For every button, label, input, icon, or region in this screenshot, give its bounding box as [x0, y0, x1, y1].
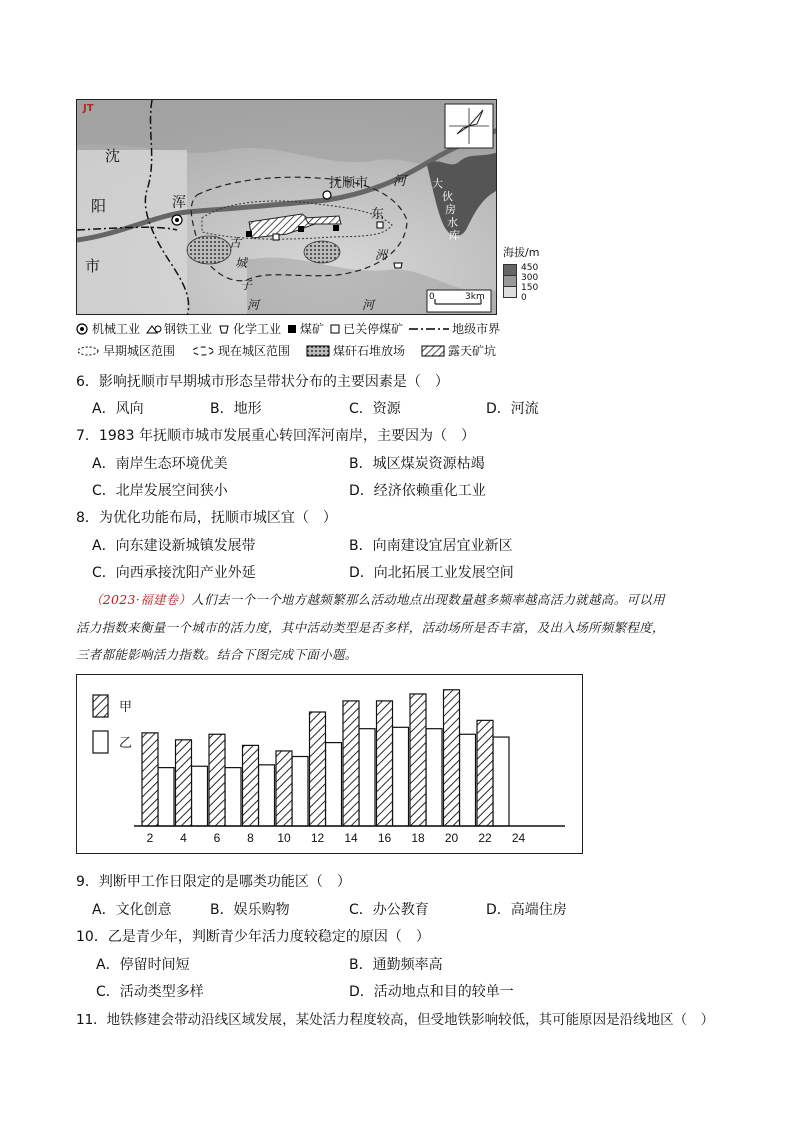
map-label-reservoir-2: 伙	[442, 190, 453, 203]
legend-closed-mine: 已关停煤矿	[330, 320, 403, 337]
bar-jia-12	[310, 712, 326, 826]
x-tick-label: 2	[146, 831, 154, 845]
fushun-map	[76, 99, 497, 315]
map-label-fushun: 抚顺市	[329, 176, 369, 191]
bar-jia-8	[243, 745, 259, 826]
x-tick-label: 4	[180, 831, 187, 845]
q6-option-b[interactable]: B．地形	[210, 401, 262, 417]
passage-line-2: 活力指数来衡量一个城市的活力度，其中活动类型是否多样，活动场所是否丰富，及出入场所频繁程度，	[76, 620, 665, 635]
question-9: 9．判断甲工作日限定的是哪类功能区（ ）	[76, 874, 351, 890]
bar-yi-4	[192, 766, 208, 826]
question-10: 10．乙是青少年，判断青少年活力度较稳定的原因（ ）	[76, 929, 430, 945]
map-label-he2: 河	[247, 298, 260, 312]
map-legend-row2	[76, 342, 502, 359]
elevation-level-300: 300	[521, 273, 539, 283]
x-tick-label: 20	[444, 831, 459, 845]
elevation-level-0: 0	[521, 293, 527, 303]
question-11: 11．地铁修建会带动沿线区域发展，某处活力程度较高，但受地铁影响较低，其可能原因是沿线地区（ ）	[76, 1012, 715, 1028]
bar-yi-18	[426, 729, 442, 826]
steel-icon	[146, 323, 162, 335]
closed-mine-icon	[330, 324, 340, 334]
map-label-reservoir-1: 大	[432, 177, 443, 190]
q7-option-a[interactable]: A．南岸生态环境优美	[92, 456, 228, 472]
legend-label-jia: 甲	[119, 700, 133, 715]
legend-swatch-yi	[93, 731, 108, 753]
legend-coal-mine: 煤矿	[287, 320, 324, 337]
coal-mine-icon	[287, 324, 297, 334]
passage-line-1: （2023·福建卷）人们去一个一个地方越频繁那么活动地点出现数量越多频率越高活力就越高。可以用	[90, 592, 665, 607]
map-label-zi: 子	[240, 278, 253, 292]
question-7: 7．1983 年抚顺市城市发展重心转回浑河南岸，主要因为（ ）	[76, 428, 475, 444]
current-urban-icon	[191, 345, 215, 357]
legend-chemical: 化学工业	[218, 320, 281, 337]
bar-yi-2	[158, 768, 174, 826]
map-label-cheng: 城	[235, 256, 248, 270]
x-tick-label: 24	[511, 831, 526, 845]
q7-option-c[interactable]: C．北岸发展空间狭小	[92, 483, 228, 499]
q10-option-c[interactable]: C．活动类型多样	[96, 984, 204, 1000]
bar-yi-12	[326, 743, 342, 826]
q6-option-d[interactable]: D．河流	[486, 401, 539, 417]
map-label-he1: 河	[393, 174, 407, 189]
q8-option-c[interactable]: C．向西承接沈阳产业外延	[92, 565, 256, 581]
bar-jia-6	[209, 734, 225, 826]
map-legend-row1	[76, 320, 506, 337]
x-tick-label: 12	[310, 831, 325, 845]
q10-option-b[interactable]: B．通勤频率高	[349, 957, 443, 973]
question-8: 8．为优化功能布局，抚顺市城区宜（ ）	[76, 510, 337, 526]
elevation-level-150: 150	[521, 283, 539, 293]
x-tick-label: 18	[411, 831, 425, 845]
legend-steel: 钢铁工业	[146, 320, 212, 337]
map-label-yang: 阳	[91, 197, 107, 215]
open-pit-icon	[421, 345, 445, 357]
x-tick-label: 8	[247, 831, 254, 845]
x-tick-label: 22	[478, 831, 492, 845]
gangue-icon	[306, 345, 330, 357]
q10-option-a[interactable]: A．停留时间短	[96, 957, 190, 973]
legend-machinery: 机械工业	[76, 320, 140, 337]
bar-yi-6	[225, 768, 241, 826]
q6-option-c[interactable]: C．资源	[349, 401, 401, 417]
q8-option-d[interactable]: D．向北拓展工业发展空间	[349, 565, 514, 581]
city-boundary-icon	[409, 325, 449, 333]
x-tick-label: 14	[344, 831, 358, 845]
bar-jia-18	[410, 694, 426, 826]
bar-jia-16	[377, 701, 393, 826]
map-label-reservoir-5: 库	[449, 229, 460, 242]
bar-jia-14	[343, 701, 359, 826]
bar-yi-20	[460, 734, 476, 826]
question-6: 6．影响抚顺市早期城市形态呈带状分布的主要因素是（ ）	[76, 374, 449, 390]
x-tick-label: 6	[213, 831, 221, 845]
chemical-icon	[218, 323, 230, 335]
elevation-legend	[503, 244, 555, 302]
activity-chart	[76, 674, 583, 854]
map-label-reservoir-4: 水	[447, 216, 458, 229]
bar-yi-14	[359, 729, 375, 826]
q8-option-b[interactable]: B．向南建设宜居宜业新区	[349, 538, 513, 554]
bar-yi-16	[393, 727, 409, 826]
map-label-reservoir-3: 房	[445, 203, 456, 216]
early-urban-icon	[76, 345, 100, 357]
legend-label-yi: 乙	[119, 736, 133, 751]
bar-yi-8	[259, 765, 275, 826]
bar-jia-2	[142, 733, 158, 826]
map-label-shen: 沈	[105, 147, 121, 165]
q9-option-a[interactable]: A．文化创意	[92, 902, 172, 918]
map-label-gu: 古	[229, 236, 242, 250]
passage-line-3: 三者都能影响活力指数。结合下图完成下面小题。	[76, 647, 358, 662]
bar-yi-10	[292, 757, 308, 827]
q9-option-b[interactable]: B．娱乐购物	[210, 902, 290, 918]
bar-yi-22	[493, 737, 509, 826]
q10-option-d[interactable]: D．活动地点和目的较单一	[349, 984, 514, 1000]
x-tick-label: 16	[377, 831, 392, 845]
legend-open-pit: 露天矿坑	[421, 342, 496, 359]
q9-option-d[interactable]: D．高端住房	[486, 902, 567, 918]
legend-early-urban: 早期城区范围	[76, 342, 175, 359]
q7-option-b[interactable]: B．城区煤炭资源枯竭	[349, 456, 485, 472]
machinery-icon	[76, 323, 88, 335]
map-label-shi: 市	[85, 257, 101, 275]
map-scale-3km: 3km	[465, 292, 485, 302]
map-corner-label: JT	[83, 103, 94, 114]
elevation-level-450: 450	[521, 263, 539, 273]
elevation-title: 海拔/m	[503, 246, 540, 259]
q6-option-a[interactable]: A．风向	[92, 401, 144, 417]
q7-option-d[interactable]: D．经济依赖重化工业	[349, 483, 486, 499]
legend-current-urban: 现在城区范围	[191, 342, 290, 359]
map-label-he3: 河	[362, 298, 375, 312]
q9-option-c[interactable]: C．办公教育	[349, 902, 429, 918]
passage-source: （2023·福建卷）	[90, 592, 192, 607]
map-label-dong: 东	[371, 207, 385, 222]
map-label-hun: 浑	[172, 195, 186, 211]
map-label-zhou: 洲	[375, 248, 388, 262]
legend-gangue: 煤矸石堆放场	[306, 342, 405, 359]
map-scale-0: 0	[429, 292, 435, 302]
legend-city-boundary: 地级市界	[409, 320, 500, 337]
q8-option-a[interactable]: A．向东建设新城镇发展带	[92, 538, 256, 554]
map-canvas	[77, 100, 497, 315]
x-tick-label: 10	[277, 831, 291, 845]
bar-jia-22	[477, 720, 493, 826]
legend-swatch-jia	[93, 695, 108, 717]
chart-canvas	[77, 675, 581, 852]
bar-jia-10	[276, 751, 292, 826]
bar-jia-20	[444, 690, 460, 826]
bar-jia-4	[176, 740, 192, 826]
